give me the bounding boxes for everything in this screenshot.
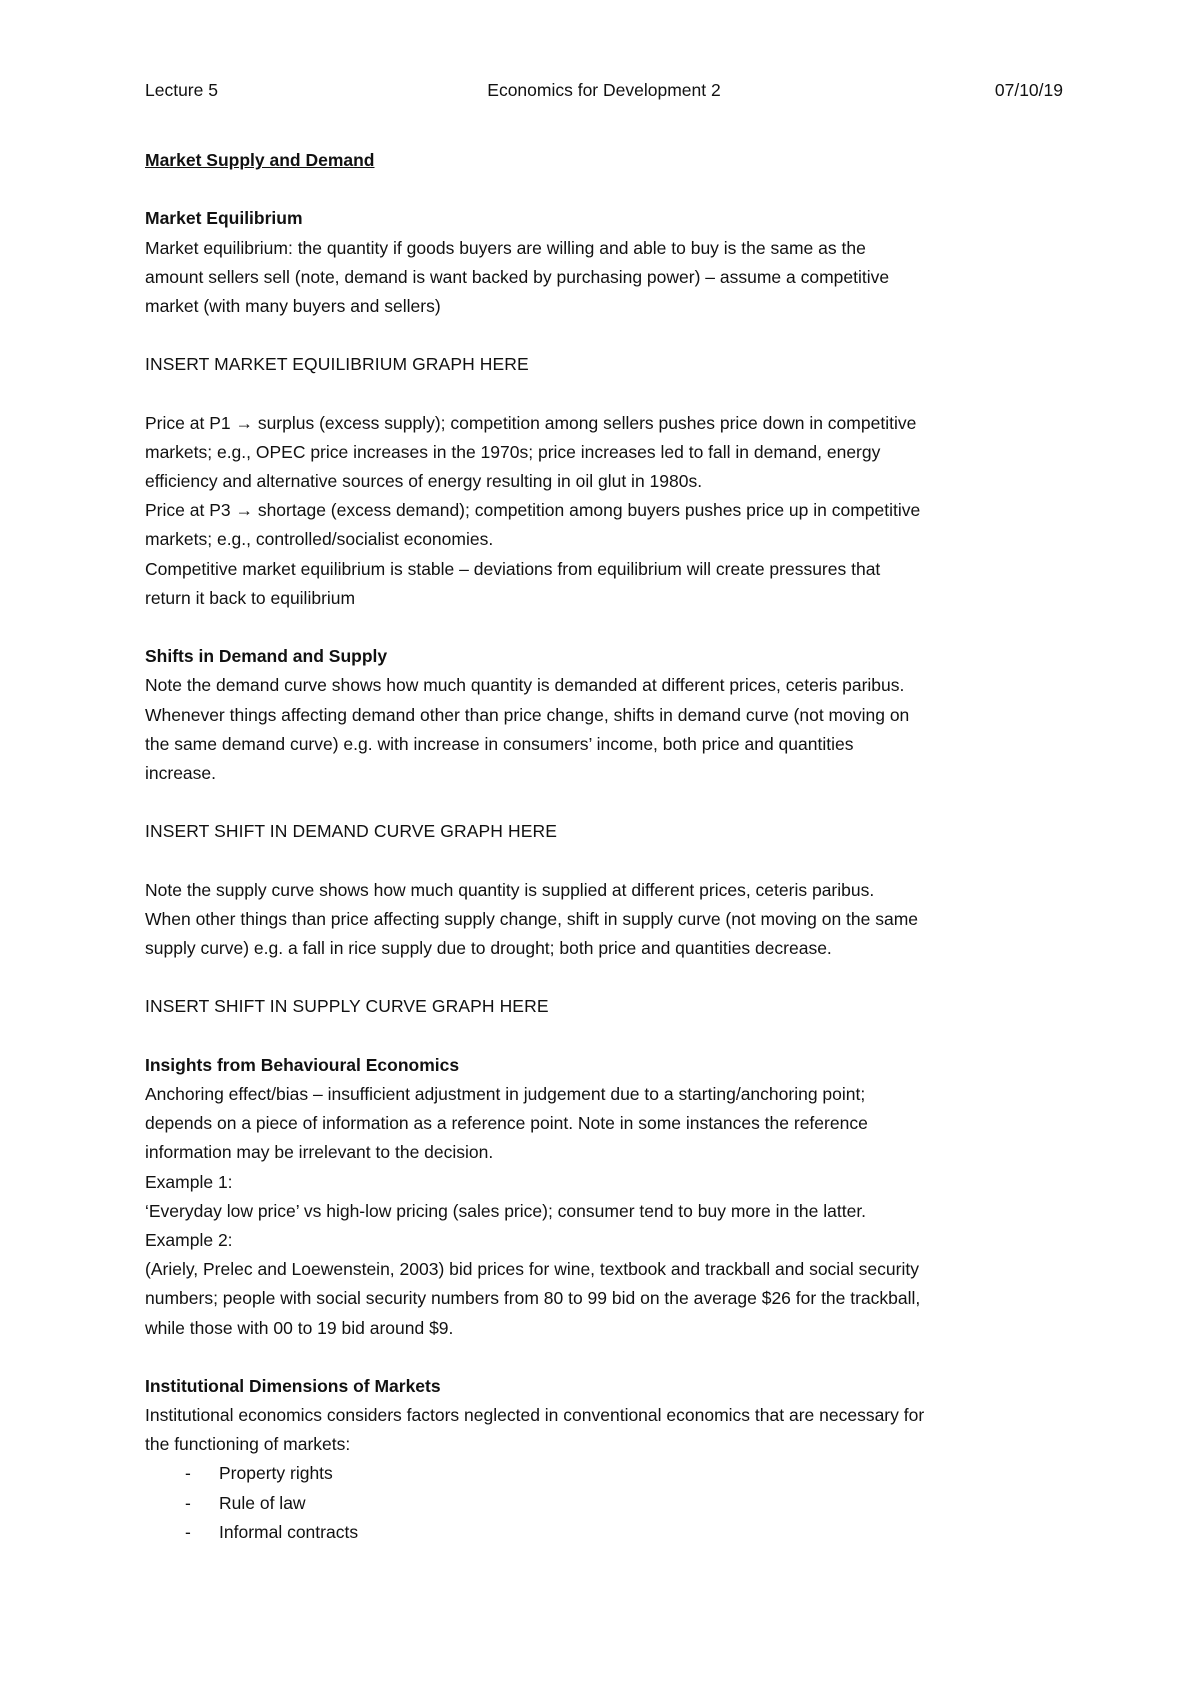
graph-placeholder-demand-shift: INSERT SHIFT IN DEMAND CURVE GRAPH HERE	[145, 821, 557, 842]
bullet-dash: -	[185, 1492, 191, 1513]
paragraph-line: Note the demand curve shows how much quantity is demanded at different prices, ceteris paribus.	[145, 675, 905, 696]
paragraph-line: markets; e.g., controlled/socialist economies.	[145, 529, 494, 550]
paragraph-line: depends on a piece of information as a reference point. Note in some instances the reference	[145, 1113, 868, 1134]
paragraph-line: increase.	[145, 762, 217, 783]
document-body	[145, 146, 1060, 1547]
paragraph-line: When other things than price affecting supply change, shift in supply curve (not moving on the same	[145, 908, 919, 929]
spacer	[145, 321, 1060, 350]
paragraph-line: Institutional economics considers factors neglected in conventional economics that are necessary for	[145, 1405, 925, 1426]
spacer	[145, 175, 1060, 204]
paragraph-line: Competitive market equilibrium is stable – deviations from equilibrium will create pressures that	[145, 558, 881, 579]
paragraph-line: ‘Everyday low price’ vs high-low pricing (sales price); consumer tend to buy more in the latter.	[145, 1200, 867, 1221]
list-item	[145, 1489, 1060, 1518]
list-item-text: Informal contracts	[219, 1521, 359, 1542]
paragraph-line: information may be irrelevant to the decision.	[145, 1142, 494, 1163]
header-lecture: Lecture 5	[145, 80, 218, 100]
bullet-dash: -	[185, 1463, 191, 1484]
graph-placeholder-equilibrium: INSERT MARKET EQUILIBRIUM GRAPH HERE	[145, 354, 529, 375]
spacer	[145, 1343, 1060, 1372]
paragraph-line: supply curve) e.g. a fall in rice supply due to drought; both price and quantities decrease.	[145, 938, 832, 959]
section-heading-institutional: Institutional Dimensions of Markets	[145, 1375, 441, 1396]
graph-placeholder-supply-shift: INSERT SHIFT IN SUPPLY CURVE GRAPH HERE	[145, 996, 549, 1017]
paragraph-line: Anchoring effect/bias – insufficient adjustment in judgement due to a starting/anchoring point;	[145, 1084, 866, 1104]
paragraph-line: Price at P3 → shortage (excess demand); competition among buyers pushes price up in competitive	[145, 500, 921, 521]
header-date: 07/10/19	[994, 80, 1063, 100]
spacer	[145, 380, 1060, 409]
spacer	[145, 788, 1060, 817]
paragraph-line: markets; e.g., OPEC price increases in the 1970s; price increases led to fall in demand, energy	[145, 441, 881, 462]
paragraph-line: Note the supply curve shows how much quantity is supplied at different prices, ceteris paribus.	[145, 879, 875, 900]
spacer	[145, 963, 1060, 992]
example-label: Example 1:	[145, 1171, 233, 1192]
document-title: Market Supply and Demand	[145, 150, 375, 170]
paragraph-line: numbers; people with social security numbers from 80 to 99 bid on the average $26 for the trackball,	[145, 1288, 921, 1309]
paragraph-line: efficiency and alternative sources of energy resulting in oil glut in 1980s.	[145, 471, 703, 492]
section-heading-behavioural: Insights from Behavioural Economics	[145, 1054, 460, 1075]
spacer	[145, 847, 1060, 876]
paragraph-line: Whenever things affecting demand other than price change, shifts in demand curve (not moving on	[145, 704, 910, 725]
list-item-text: Rule of law	[219, 1492, 306, 1513]
section-heading-shifts: Shifts in Demand and Supply	[145, 646, 388, 667]
paragraph-line: amount sellers sell (note, demand is want backed by purchasing power) – assume a competitive	[145, 266, 890, 287]
header-course-title: Economics for Development 2	[487, 80, 721, 100]
paragraph-line: the same demand curve) e.g. with increase in consumers’ income, both price and quantities	[145, 733, 854, 754]
page-header	[145, 77, 1063, 103]
paragraph-line: return it back to equilibrium	[145, 587, 356, 608]
bullet-dash: -	[185, 1521, 191, 1542]
paragraph-line: the functioning of markets:	[145, 1434, 351, 1455]
paragraph-line: (Ariely, Prelec and Loewenstein, 2003) bid prices for wine, textbook and trackball and social security	[145, 1259, 919, 1280]
section-heading-equilibrium: Market Equilibrium	[145, 208, 303, 229]
list-item	[145, 1459, 1060, 1488]
paragraph-line: Price at P1 → surplus (excess supply); competition among sellers pushes price down in competitive	[145, 412, 917, 433]
example-label: Example 2:	[145, 1229, 233, 1250]
paragraph-line: Market equilibrium: the quantity if goods buyers are willing and able to buy is the same as the	[145, 237, 866, 258]
paragraph-line: while those with 00 to 19 bid around $9.	[145, 1317, 454, 1338]
spacer	[145, 1022, 1060, 1051]
paragraph-line: market (with many buyers and sellers)	[145, 295, 441, 316]
list-item-text: Property rights	[219, 1463, 333, 1484]
spacer	[145, 613, 1060, 642]
bullet-list	[145, 1459, 1060, 1547]
list-item	[145, 1518, 1060, 1547]
